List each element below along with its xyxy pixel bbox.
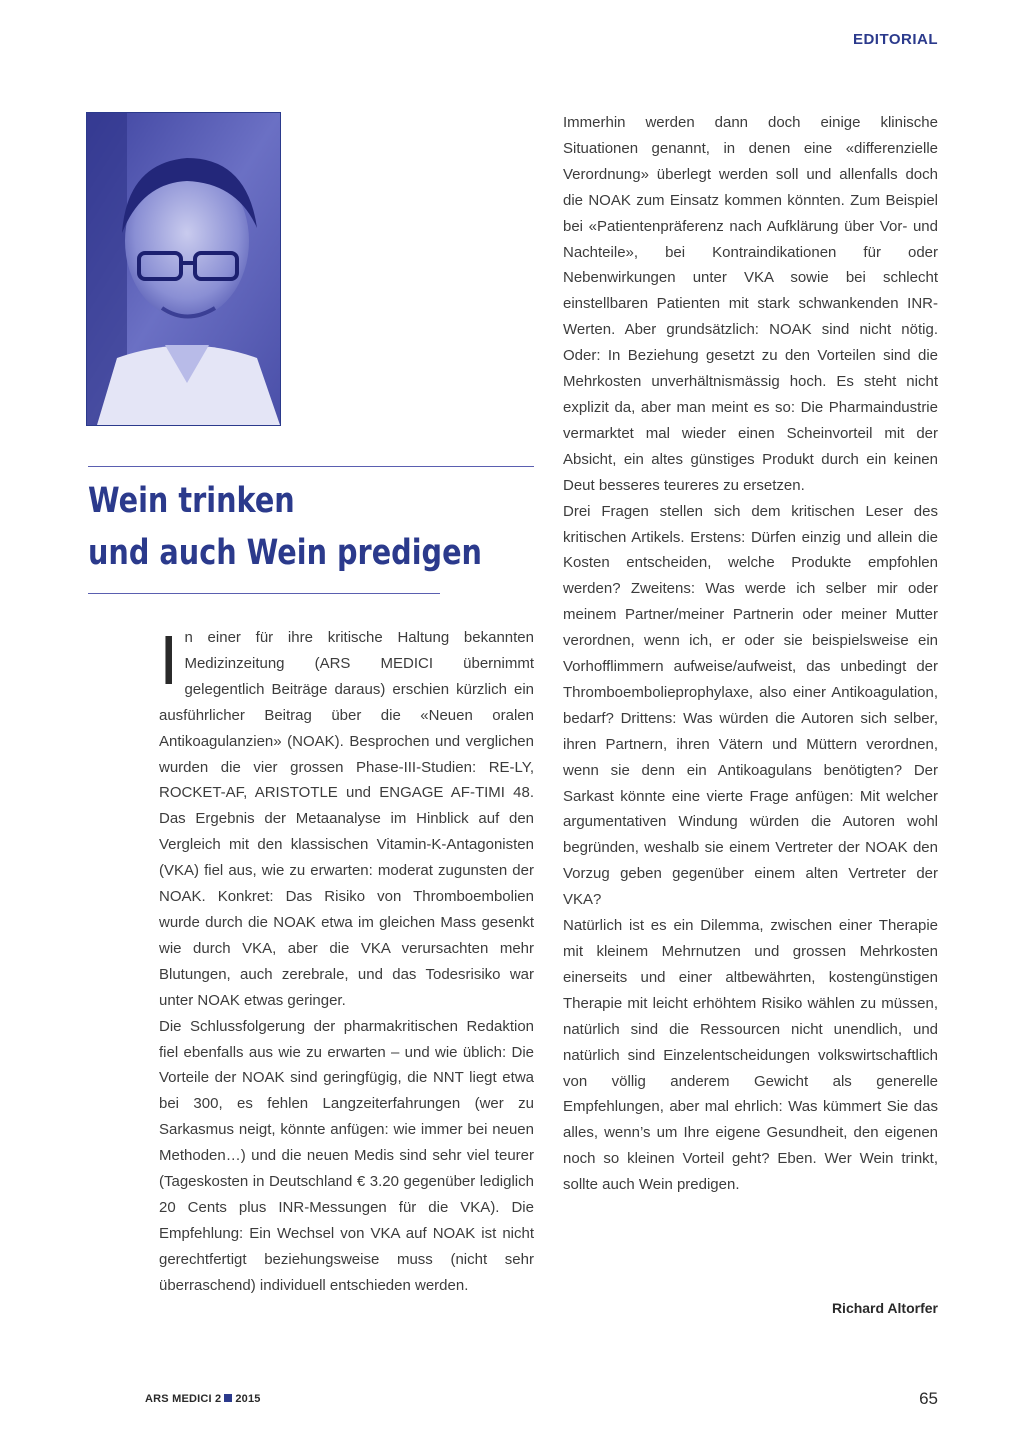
title-block xyxy=(88,466,534,594)
paragraph: Die Schlussfolgerung der pharmakritischen Redaktion fiel ebenfalls aus wie zu erwarten – und wie üblich: Die Vorteile der NOAK sind geringfügig, die NNT liegt etwa bei 300, es fehlen Langzeiterfahrungen (wer zu Sarkasmus neigt, könnte anfügen: wie immer bei neuen Methoden…) und die neuen Medis sind sehr viel teurer (Tageskosten in Deutschland € 3.20 gegenüber lediglich 20 Cents plus INR-Messungen für die VKA). Die Empfehlung: Ein Wechsel von VKA auf NOAK ist nicht gerechtfertigt beziehungsweise muss (nicht sehr überraschend) individuell entschieden werden. xyxy=(159,1017,534,1294)
left-column xyxy=(159,621,534,1299)
article-title xyxy=(88,475,482,579)
title-rule-top xyxy=(88,466,534,467)
title-line-1: Wein trinken xyxy=(88,481,295,521)
journal-year: 2015 xyxy=(235,1393,261,1405)
journal-name: ARS MEDICI 2 xyxy=(145,1393,222,1405)
author-photo xyxy=(86,112,281,426)
section-label: EDITORIAL xyxy=(852,31,938,48)
paragraph-text: n einer für ihre kritische Haltung bekannten Medizinzeitung (ARS MEDICI übernimmt gelegentlich Beiträge daraus) erschien kürzlich ein ausführlicher Beitrag über die «Neuen oralen Antikoagulanzien» (NOAK). Besprochen und verglichen wurden die vier grossen Phase-III-Studien: RE-LY, ROCKET-AF, ARISTOTLE und ENGAGE AF-TIMI 48. Das Ergebnis der Metaanalyse im Hinblick auf den Vergleich mit den klassischen Vitamin-K-Antagonisten (VKA) fiel aus, wie zu erwarten: moderat zugunsten der NOAK. Konkret: Das Risiko von Thromboembolien wurde durch die NOAK etwa im gleichen Mass gesenkt wie durch VKA, aber die VKA verursachten mehr Blutungen, auch zerebrale, und das Todesrisiko war unter NOAK etwas geringer. xyxy=(159,629,534,1009)
author-name: Richard Altorfer xyxy=(831,1300,938,1316)
paragraph: Immerhin werden dann doch einige klinische Situationen genannt, in denen eine «differenzielle Verordnung» überlegt werden soll und allenfalls doch die NOAK zum Einsatz kommen könnten. Zum Beispiel bei «Patientenpräferenz nach Aufklärung über Vor- und Nachteile», bei Kontraindikationen für oder Nebenwirkungen unter VKA sowie bei schlecht einstellbaren Patienten mit stark schwankenden INR-Werten. Aber grundsätzlich: NOAK sind nicht nötig. Oder: In Beziehung gesetzt zu den Vorteilen sind die Mehrkosten unverhältnismässig hoch. Es steht nicht explizit da, aber man meint es so: Die Pharmaindustrie vermarktet mal wieder einen Scheinvorteil mit der Absicht, ein altes günstiges Produkt durch ein keinen Deut besseres teureres zu ersetzen. xyxy=(563,114,938,494)
drop-cap: I xyxy=(159,621,179,699)
footer-journal xyxy=(145,1393,261,1405)
square-icon xyxy=(224,1394,232,1402)
title-line-2: und auch Wein predigen xyxy=(88,533,482,573)
paragraph: Drei Fragen stellen sich dem kritischen Leser des kritischen Artikels. Erstens: Dürfen einzig und allein die Kosten entscheiden, welche Produkte empfohlen werden? Zweitens: Was werde ich selber mir oder meinem Partner/meiner Partnerin oder meiner Mutter verordnen, wenn ich, er oder sie beispielsweise ein Vorhofflimmern aufweise/aufweist, das unbedingt der Thromboembolieprophylaxe, also einer Antikoagulation, bedarf? Drittens: Was würden die Autoren sich selber, ihren Partnern, ihren Vätern und Müttern verordnen, wenn sie denn ein Antikoagulans benötigten? Der Sarkast könnte eine vierte Frage anfügen: Mit welcher argumentativen Windung würden die Autoren wohl begründen, weshalb sie einem Vertreter der NOAK den Vorzug geben gegenüber einem alten Vertreter der VKA? xyxy=(563,502,938,909)
paragraph: Natürlich ist es ein Dilemma, zwischen einer Therapie mit kleinem Mehrnutzen und grossen Mehrkosten einerseits und einer altbewährten, kostengünstigen Therapie mit leicht erhöhtem Risiko wählen zu müssen, natürlich sind die Ressourcen nicht unendlich, und natürlich sind Einzelentscheidungen volkswirtschaftlich von völlig anderem Gewicht als generelle Empfehlungen, aber mal ehrlich: Was kümmert Sie das alles, wenn’s um Ihre eigene Gesundheit, den eigenen noch so kleinen Vorteil geht? Eben. Wer Wein trinkt, sollte auch Wein predigen. xyxy=(563,917,938,1194)
portrait-image xyxy=(87,113,280,425)
title-rule-bottom xyxy=(88,593,440,594)
paragraph xyxy=(159,621,534,1014)
right-column xyxy=(563,110,938,1198)
page-number: 65 xyxy=(919,1389,938,1408)
